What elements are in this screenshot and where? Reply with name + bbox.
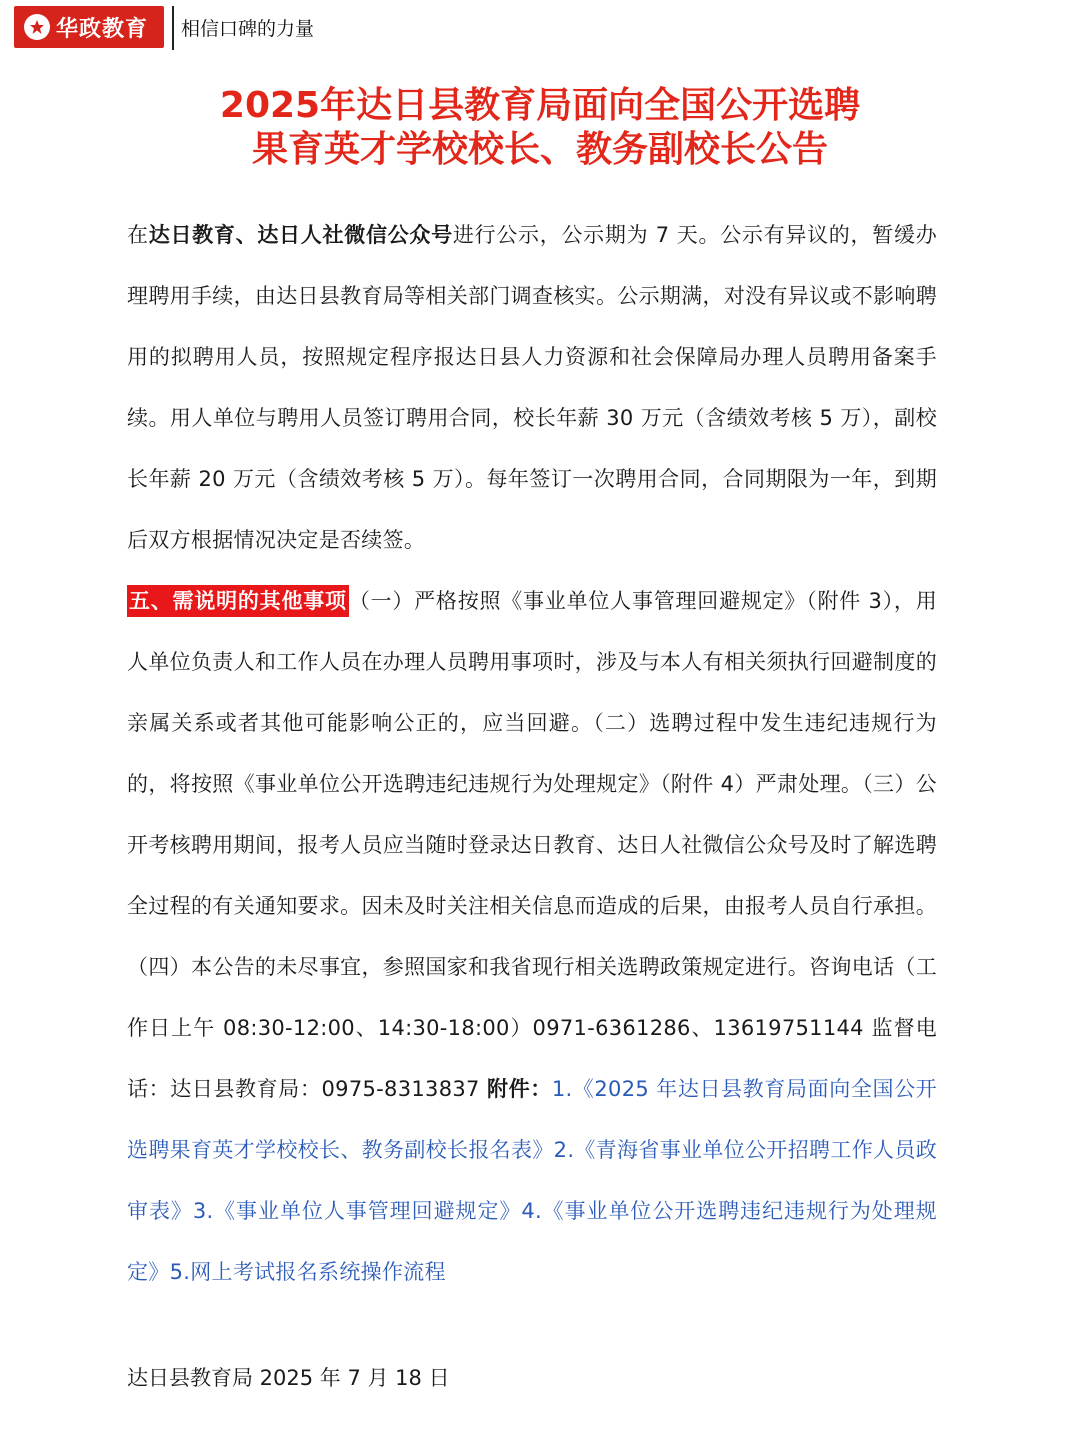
section-heading: 五、需说明的其他事项 — [127, 585, 349, 617]
p1-prefix: 在 — [127, 223, 149, 247]
brand-mark-icon — [24, 14, 50, 40]
paragraph-other-matters — [127, 571, 937, 1303]
title-line-2: 果育英才学校校长、教务副校长公告 — [251, 129, 828, 170]
brand-slogan: 相信口碑的力量 — [181, 18, 315, 40]
p1-text: 进行公示，公示期为 7 天。公示有异议的，暂缓办理聘用手续，由达日县教育局等相关部门调查核实。公示期满，对没有异议或不影响聘用的拟聘用人员，按照规定程序报达日县人力资源和社会保障局办理人员聘用备案手续。用人单位与聘用人员签订聘用合同，校长年薪 30 万元（含绩效考核 5 万），副校长年薪 20 万元（含绩效考核 5 万）。每年签订一次聘用合同，合同期限为一年，到期后双方根据情况决定是否续签。 — [127, 223, 937, 552]
top-bar — [0, 0, 1080, 56]
p2-text: （一）严格按照《事业单位人事管理回避规定》（附件 3），用人单位负责人和工作人员在办理人员聘用事项时，涉及与本人有相关须执行回避制度的亲属关系或者其他可能影响公正的，应当回避。（二）选聘过程中发生违纪违规行为的，将按照《事业单位公开选聘违纪违规行为处理规定》（附件 4）严肃处理。（三）公开考核聘用期间，报考人员应当随时登录达日教育、达日人社微信公众号及时了解选聘全过程的有关通知要求。因未及时关注相关信息而造成的后果，由报考人员自行承担。（四）本公告的未尽事宜，参照国家和我省现行相关选聘政策规定进行。咨询电话（工作日上午 08:30-12:00、14:30-18:00）0971-6361286、13619751144 监督电话：达日县教育局：0975-8313837 — [127, 589, 938, 1101]
p1-bold-channels: 达日教育、达日人社微信公众号 — [148, 223, 453, 247]
header-divider — [172, 6, 174, 50]
page-title — [0, 84, 1080, 172]
brand-name: 华政教育 — [56, 16, 149, 42]
title-line-1: 2025年达日县教育局面向全国公开选聘 — [219, 85, 861, 126]
attachments-links[interactable]: 1.《2025 年达日县教育局面向全国公开选聘果育英才学校校长、教务副校长报名表》2.《青海省事业单位公开招聘工作人员政审表》3.《事业单位人事管理回避规定》4.《事业单位公开选聘违纪违规行为处理规定》5.网上考试报名系统操作流程 — [127, 1077, 937, 1284]
attachments-label: 附件： — [486, 1077, 552, 1101]
paragraph-publicity — [127, 205, 937, 571]
brand-logo[interactable] — [14, 6, 164, 48]
signature-date: 达日县教育局 2025 年 7 月 18 日 — [127, 1366, 450, 1390]
announcement-body — [127, 205, 937, 1303]
